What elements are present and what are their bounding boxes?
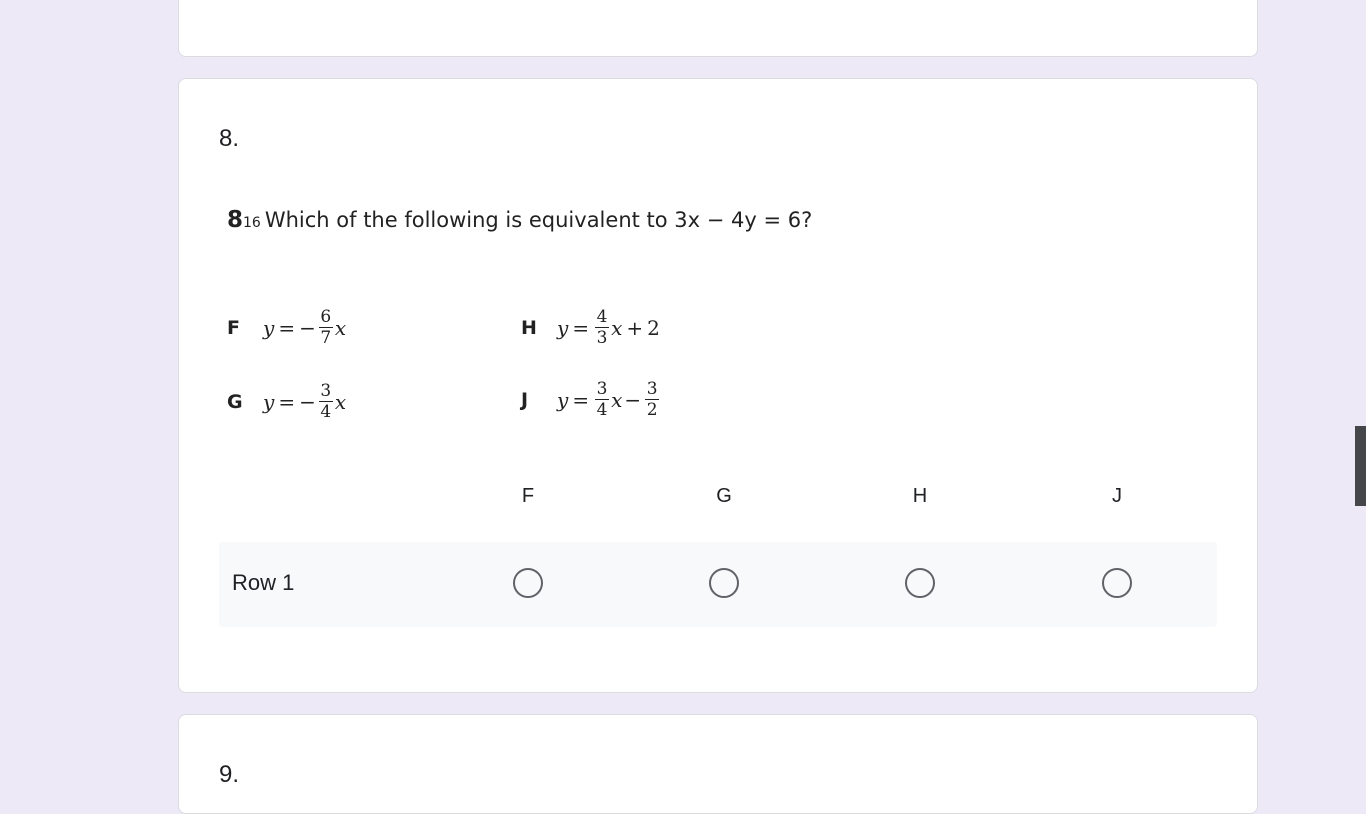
- fraction: [319, 307, 333, 348]
- stem-subscript: 16: [243, 215, 261, 231]
- fraction: [319, 381, 333, 422]
- grid-row: [219, 542, 1217, 627]
- variable: x: [334, 389, 347, 414]
- scrollbar-thumb[interactable]: [1355, 426, 1366, 506]
- answer-choice-g: [227, 381, 346, 422]
- denominator: 7: [320, 328, 332, 348]
- question-card: [178, 78, 1258, 693]
- equation-lhs: y: [557, 315, 569, 340]
- equals-sign: =: [572, 387, 590, 412]
- choice-equation: [557, 379, 661, 420]
- radio-row1-g[interactable]: [709, 568, 739, 598]
- numerator: 3: [320, 381, 332, 401]
- variable: x: [334, 315, 347, 340]
- next-question-card: [178, 714, 1258, 814]
- choice-equation: [263, 381, 346, 422]
- row-label: Row 1: [232, 570, 295, 595]
- choice-letter: H: [521, 316, 537, 339]
- denominator: 3: [596, 328, 608, 348]
- choice-equation: [263, 307, 346, 348]
- fraction: [645, 379, 659, 420]
- equals-sign: =: [572, 315, 590, 340]
- numerator: 6: [320, 307, 332, 327]
- question-number: 8.: [219, 125, 240, 152]
- numerator: 4: [596, 307, 608, 327]
- numerator: 3: [596, 379, 608, 399]
- variable: x: [611, 315, 623, 340]
- minus-sign: −: [299, 315, 316, 340]
- variable: x: [611, 387, 623, 412]
- denominator: 4: [320, 402, 332, 422]
- choice-equation: [557, 307, 660, 348]
- column-header-f: F: [521, 485, 535, 507]
- answer-choice-j: [521, 379, 661, 420]
- denominator: 4: [596, 400, 608, 420]
- equals-sign: =: [278, 315, 296, 340]
- column-header-j: J: [1112, 485, 1122, 507]
- stem-number: 8: [227, 207, 244, 233]
- column-header-g: G: [716, 485, 732, 507]
- choice-letter: G: [227, 390, 243, 413]
- fraction: [595, 307, 609, 348]
- equation-lhs: y: [263, 389, 275, 414]
- radio-row1-j[interactable]: [1102, 568, 1132, 598]
- answer-choice-f: [227, 307, 346, 348]
- answer-choice-h: [521, 307, 660, 348]
- question-image: [227, 197, 867, 447]
- equals-sign: =: [278, 389, 296, 414]
- radio-row1-h[interactable]: [905, 568, 935, 598]
- plus-sign: +: [626, 315, 644, 340]
- fraction: [595, 379, 609, 420]
- choice-letter: J: [521, 388, 529, 411]
- choice-letter: F: [227, 316, 240, 339]
- minus-sign: −: [624, 387, 642, 412]
- radio-row1-f[interactable]: [513, 568, 543, 598]
- minus-sign: −: [299, 389, 316, 414]
- numerator: 3: [646, 379, 658, 399]
- equation-lhs: y: [557, 387, 569, 412]
- column-header-h: H: [912, 485, 928, 507]
- denominator: 2: [646, 400, 658, 420]
- question-stem: [227, 207, 812, 233]
- equation-lhs: y: [263, 315, 275, 340]
- previous-question-card: [178, 0, 1258, 57]
- stem-text: Which of the following is equivalent to 3x − 4y = 6?: [264, 208, 813, 232]
- next-question-number: 9.: [219, 761, 240, 788]
- constant: 2: [647, 315, 660, 340]
